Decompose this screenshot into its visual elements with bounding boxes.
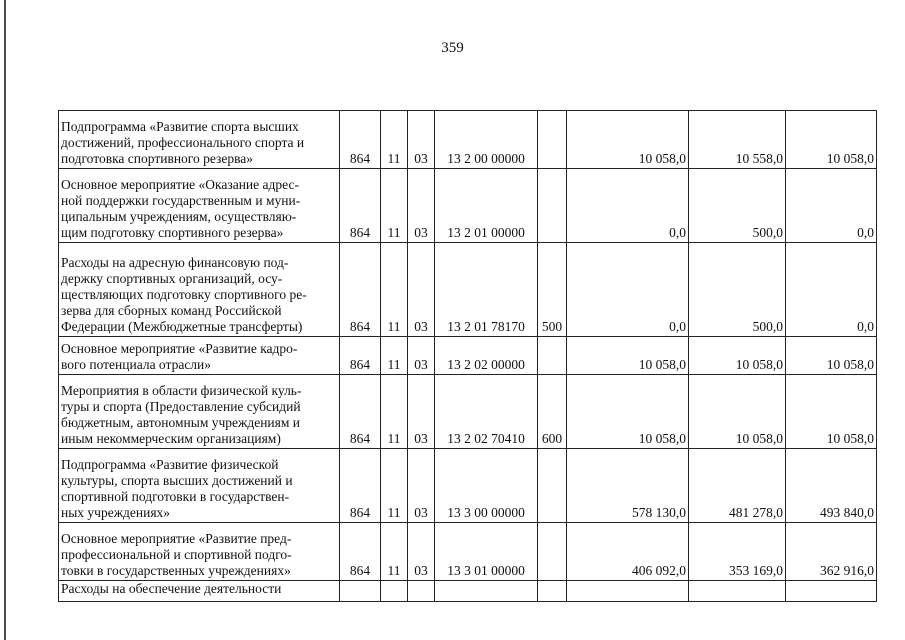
target-article-cell: 13 3 00 00000 (435, 449, 538, 523)
section-cell: 11 (381, 243, 408, 337)
expense-type-cell: 600 (538, 375, 567, 449)
amount-year1-cell: 10 058,0 (567, 111, 689, 169)
expense-type-cell (538, 111, 567, 169)
grbs-cell: 864 (340, 337, 381, 375)
amount-year1-cell: 406 092,0 (567, 523, 689, 581)
item-name-line: зерва для сборных команд Российской (61, 303, 282, 318)
table-row (59, 581, 877, 602)
amount-year1-cell: 578 130,0 (567, 449, 689, 523)
budget-table-body (59, 111, 877, 602)
amount-year2-cell: 10 558,0 (689, 111, 786, 169)
amount-year3-cell: 0,0 (786, 169, 877, 243)
grbs-cell: 864 (340, 449, 381, 523)
page-edge-line (4, 0, 6, 640)
section-cell: 11 (381, 375, 408, 449)
item-name-line: Расходы на обеспечение деятельности (61, 581, 282, 596)
target-article-cell: 13 2 00 00000 (435, 111, 538, 169)
amount-year1-cell (567, 581, 689, 602)
table-row (59, 449, 877, 523)
item-name-cell (59, 375, 340, 449)
target-article-cell: 13 2 01 00000 (435, 169, 538, 243)
subsection-cell: 03 (408, 243, 435, 337)
item-name-cell (59, 581, 340, 602)
grbs-cell: 864 (340, 243, 381, 337)
table-row (59, 111, 877, 169)
amount-year2-cell: 500,0 (689, 169, 786, 243)
item-name-line: ципальным учреждениям, осуществляю- (61, 209, 297, 224)
item-name-line: держку спортивных организаций, осу- (61, 271, 283, 286)
amount-year2-cell: 10 058,0 (689, 375, 786, 449)
item-name-cell (59, 449, 340, 523)
amount-year1-cell: 0,0 (567, 169, 689, 243)
subsection-cell: 03 (408, 337, 435, 375)
item-name-line: Подпрограмма «Развитие физической (61, 457, 279, 472)
subsection-cell: 03 (408, 375, 435, 449)
grbs-cell: 864 (340, 111, 381, 169)
section-cell: 11 (381, 449, 408, 523)
item-name-line: достижений, профессионального спорта и (61, 135, 305, 150)
section-cell: 11 (381, 111, 408, 169)
expense-type-cell (538, 337, 567, 375)
item-name-line: профессиональной и спортивной подго- (61, 547, 292, 562)
item-name-line: Федерации (Межбюджетные трансферты) (61, 319, 303, 334)
expense-type-cell (538, 169, 567, 243)
section-cell: 11 (381, 169, 408, 243)
subsection-cell (408, 581, 435, 602)
budget-table (58, 110, 877, 602)
page-number: 359 (441, 40, 464, 56)
target-article-cell (435, 581, 538, 602)
expense-type-cell (538, 523, 567, 581)
item-name-line: вого потенциала отрасли» (61, 357, 212, 372)
section-cell: 11 (381, 337, 408, 375)
item-name-line: товки в государственных учреждениях» (61, 563, 291, 578)
amount-year3-cell: 10 058,0 (786, 111, 877, 169)
item-name-cell (59, 169, 340, 243)
table-row (59, 169, 877, 243)
item-name-line: иным некоммерческим организациям) (61, 431, 281, 446)
item-name-line: щим подготовку спортивного резерва» (61, 225, 284, 240)
target-article-cell: 13 2 01 78170 (435, 243, 538, 337)
amount-year1-cell: 10 058,0 (567, 375, 689, 449)
table-row (59, 337, 877, 375)
expense-type-cell (538, 581, 567, 602)
amount-year3-cell: 10 058,0 (786, 375, 877, 449)
expense-type-cell: 500 (538, 243, 567, 337)
item-name-line: туры и спорта (Предоставление субсидий (61, 399, 301, 414)
table-row (59, 375, 877, 449)
subsection-cell: 03 (408, 111, 435, 169)
item-name-line: Основное мероприятие «Оказание адрес- (61, 177, 299, 192)
expense-type-cell (538, 449, 567, 523)
item-name-line: подготовка спортивного резерва» (61, 151, 254, 166)
amount-year2-cell: 481 278,0 (689, 449, 786, 523)
item-name-line: ществляющих подготовку спортивного ре- (61, 287, 307, 302)
grbs-cell: 864 (340, 375, 381, 449)
amount-year2-cell: 10 058,0 (689, 337, 786, 375)
amount-year1-cell: 0,0 (567, 243, 689, 337)
item-name-cell (59, 523, 340, 581)
item-name-line: Расходы на адресную финансовую под- (61, 255, 289, 270)
section-cell (381, 581, 408, 602)
item-name-line: Подпрограмма «Развитие спорта высших (61, 119, 299, 134)
subsection-cell: 03 (408, 169, 435, 243)
grbs-cell: 864 (340, 169, 381, 243)
item-name-line: культуры, спорта высших достижений и (61, 473, 293, 488)
amount-year1-cell: 10 058,0 (567, 337, 689, 375)
amount-year3-cell: 10 058,0 (786, 337, 877, 375)
target-article-cell: 13 3 01 00000 (435, 523, 538, 581)
item-name-line: Основное мероприятие «Развитие пред- (61, 531, 292, 546)
subsection-cell: 03 (408, 449, 435, 523)
amount-year2-cell: 353 169,0 (689, 523, 786, 581)
subsection-cell: 03 (408, 523, 435, 581)
item-name-line: бюджетным, автономным учреждениям и (61, 415, 301, 430)
grbs-cell (340, 581, 381, 602)
item-name-cell (59, 243, 340, 337)
amount-year2-cell: 500,0 (689, 243, 786, 337)
grbs-cell: 864 (340, 523, 381, 581)
target-article-cell: 13 2 02 00000 (435, 337, 538, 375)
item-name-cell (59, 337, 340, 375)
table-row (59, 523, 877, 581)
item-name-cell (59, 111, 340, 169)
target-article-cell: 13 2 02 70410 (435, 375, 538, 449)
item-name-line: спортивной подготовки в государствен- (61, 489, 290, 504)
item-name-line: Мероприятия в области физической куль- (61, 383, 302, 398)
amount-year3-cell: 362 916,0 (786, 523, 877, 581)
amount-year3-cell: 493 840,0 (786, 449, 877, 523)
item-name-line: Основное мероприятие «Развитие кадро- (61, 341, 298, 356)
item-name-line: ных учреждениях» (61, 505, 171, 520)
amount-year3-cell (786, 581, 877, 602)
amount-year2-cell (689, 581, 786, 602)
item-name-line: ной поддержки государственным и муни- (61, 193, 301, 208)
amount-year3-cell: 0,0 (786, 243, 877, 337)
table-row (59, 243, 877, 337)
section-cell: 11 (381, 523, 408, 581)
